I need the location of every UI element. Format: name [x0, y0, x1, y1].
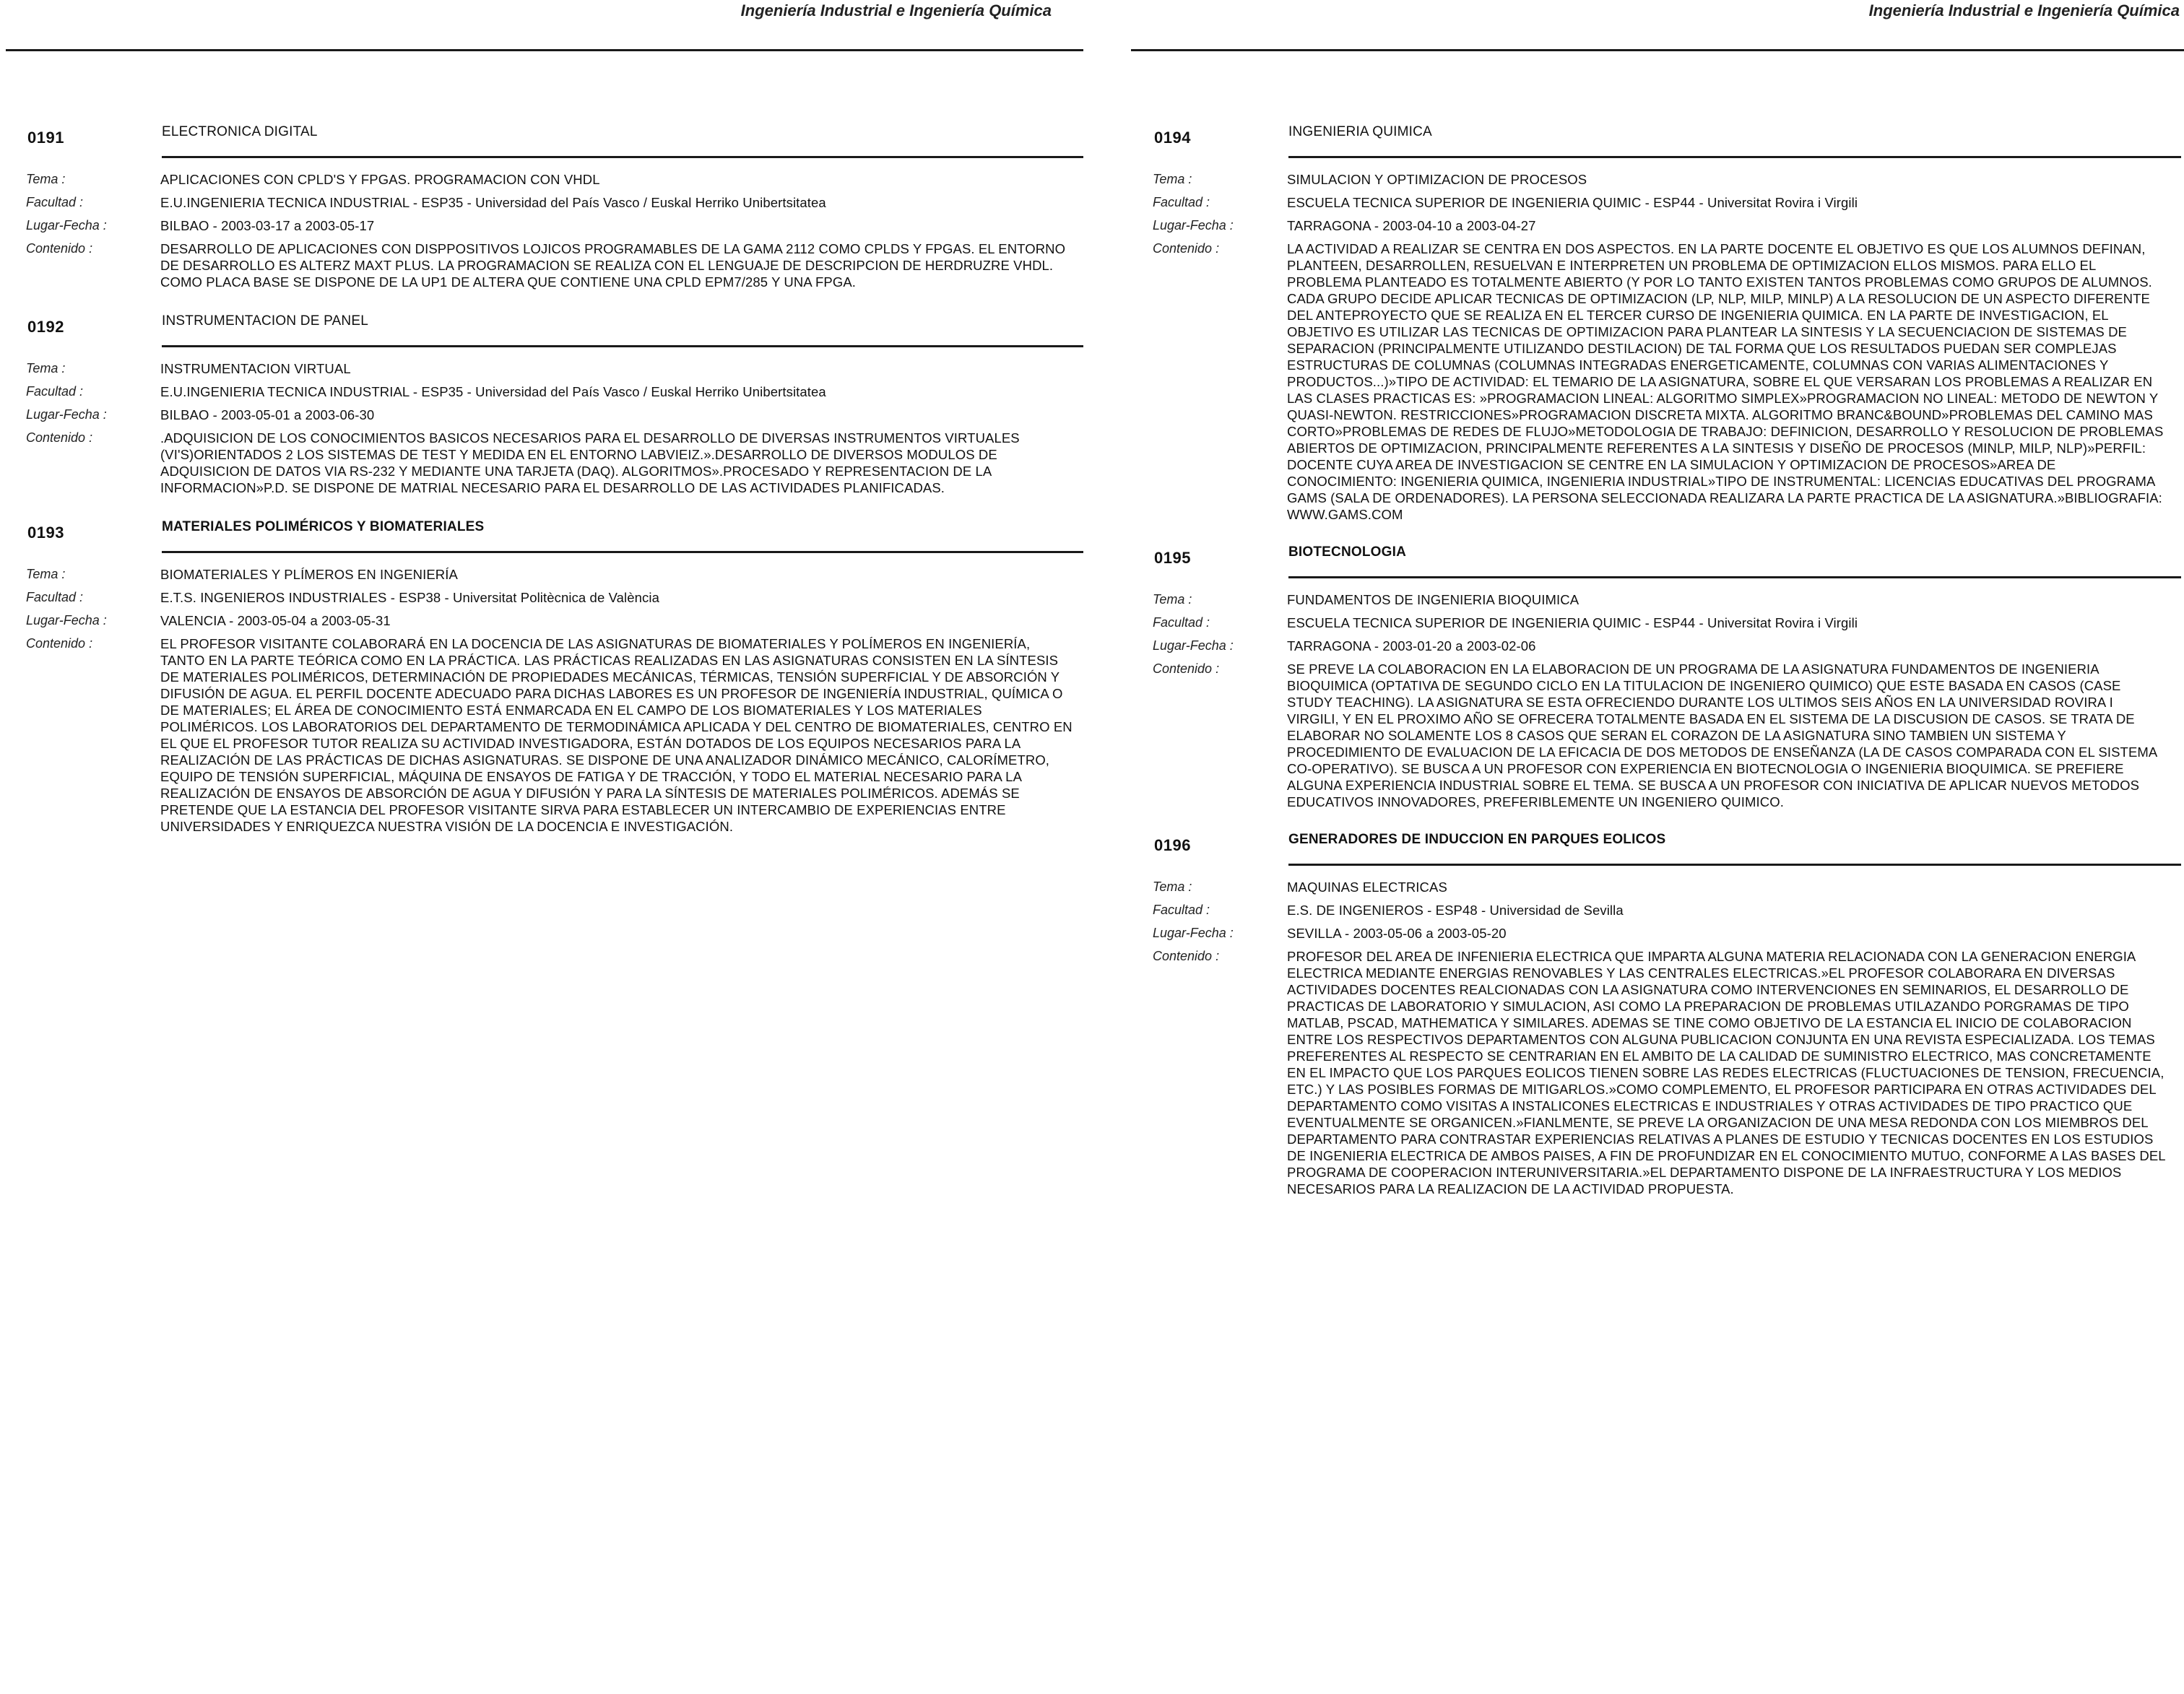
field-tema [0, 360, 1083, 383]
field-label: Lugar-Fecha : [1153, 638, 1234, 653]
field-value: SIMULACION Y OPTIMIZACION DE PROCESOS [1287, 172, 1587, 187]
entry-header [0, 312, 1083, 345]
entry-list [0, 123, 1083, 856]
field-value: E.U.INGENIERIA TECNICA INDUSTRIAL - ESP35 - Universidad del País Vasco / Euskal Herriko Unibertsitatea [160, 195, 826, 210]
entry-fields [1127, 171, 2174, 523]
field-label: Tema : [26, 361, 66, 375]
field-label: Tema : [1153, 592, 1192, 607]
field-lugar-fecha [0, 612, 1083, 635]
field-value: FUNDAMENTOS DE INGENIERIA BIOQUIMICA [1287, 592, 1580, 607]
field-contenido [1127, 661, 2174, 810]
field-facultad [1127, 902, 2174, 925]
field-value: E.T.S. INGENIEROS INDUSTRIALES - ESP38 - Universitat Politècnica de València [160, 590, 659, 605]
field-label: Lugar-Fecha : [1153, 926, 1234, 940]
field-lugar-fecha [0, 217, 1083, 240]
field-facultad [0, 194, 1083, 217]
field-value: SEVILLA - 2003-05-06 a 2003-05-20 [1287, 926, 1507, 941]
entry-rule [1288, 864, 2181, 866]
field-label: Facultad : [26, 195, 84, 209]
field-label: Contenido : [1153, 949, 1220, 963]
field-label: Lugar-Fecha : [26, 613, 107, 627]
field-lugar-fecha [1127, 217, 2174, 240]
entry-0191 [0, 123, 1083, 290]
header-rule [1131, 49, 2184, 51]
entry-fields [1127, 879, 2174, 1197]
field-value: TARRAGONA - 2003-01-20 a 2003-02-06 [1287, 638, 1536, 653]
field-label: Lugar-Fecha : [1153, 218, 1234, 233]
entry-title: ELECTRONICA DIGITAL [162, 124, 318, 139]
entry-number: 0193 [27, 524, 64, 542]
field-tema [0, 171, 1083, 194]
entry-fields [0, 360, 1083, 496]
entry-fields [0, 566, 1083, 835]
field-label: Facultad : [1153, 195, 1210, 209]
field-contenido [0, 635, 1083, 835]
field-label: Lugar-Fecha : [26, 407, 107, 422]
entry-0193 [0, 518, 1083, 835]
field-contenido [0, 240, 1083, 290]
field-label: Facultad : [1153, 615, 1210, 630]
entry-number: 0192 [27, 318, 64, 336]
field-facultad [1127, 614, 2174, 638]
entry-header [0, 123, 1083, 156]
field-contenido [1127, 240, 2174, 523]
field-label: Contenido : [26, 241, 93, 256]
entry-header [1127, 123, 2174, 156]
entry-0194 [1127, 123, 2174, 523]
field-value: E.S. DE INGENIEROS - ESP48 - Universidad de Sevilla [1287, 903, 1624, 918]
field-label: Facultad : [26, 590, 84, 604]
entry-header [1127, 830, 2174, 864]
field-label: Tema : [26, 172, 66, 186]
field-value: INSTRUMENTACION VIRTUAL [160, 361, 351, 376]
field-label: Tema : [1153, 172, 1192, 186]
field-tema [1127, 591, 2174, 614]
entry-title: INGENIERIA QUIMICA [1288, 124, 1432, 139]
field-label: Tema : [26, 567, 66, 581]
entry-fields [1127, 591, 2174, 810]
field-value: LA ACTIVIDAD A REALIZAR SE CENTRA EN DOS ASPECTOS. EN LA PARTE DOCENTE EL OBJETIVO ES QUE LOS ALUMNOS DEFINAN, PLANTEEN, DESARROLLEN, RESUELVAN E INTERPRETEN UN PROBLEMA DE OPTIMIZACION ELLOS MISMOS. PARA ELLO EL PROBLEMA PLANTEADO ES TOTALMENTE ABIERTO (Y POR LO TANTO EXISTEN TANTOS PROBLEMAS COMO GRUPOS DE ALUMNOS. CADA GRUPO DECIDE APLICAR TECNICAS DE OPTIMIZACION (LP, NLP, MILP, MINLP) A LA RESOLUCION DE UN ASPECTO DIFERENTE DEL ANTEPROYECTO QUE SE REALIZA EN EL TERCER CURSO DE INGENIERIA QUIMICA. EN LA PARTE DE INVESTIGACION, EL OBJETIVO ES UTILIZAR LAS TECNICAS DE OPTIMIZACION PARA PLANTEAR LA SINTESIS Y LA SECUENCIACION DE SISTEMAS DE SEPARACION (PRINCIPALMENTE UTILIZANDO DESTILACION) DE TAL FORMA QUE LOS RESULTADOS PUEDAN SER COMPLEJAS ESTRUCTURAS DE COLUMNAS (COLUMNAS INTEGRADAS ENERGETICAMENTE, COLUMNAS CON VARIAS ALIMENTACIONES Y PRODUCTOS...)»TIPO DE ACTIVIDAD: EL TEMARIO DE LA ASIGNATURA, SOBRE EL QUE VERSARAN LOS PROBLEMAS A REALIZAR EN LAS CLASES PRACTICAS ES: »PROGRAMACION LINEAL: ALGORITMO SIMPLEX»PROGRAMACION NO LINEAL: METODO DE NEWTON Y QUASI-NEWTON. RESTRICCIONES»PROGRAMACION DISCRETA MIXTA. ALGORITMO BRANC&BOUND»PROBLEMAS DEL CAMINO MAS CORTO»PROBLEMAS DE REDES DE FLUJO»METODOLOGIA DE TRABAJO: DEFINICION, DESARROLLO Y RESOLUCION DE PROBLEMAS ABIERTOS DE OPTIMIZACION, PRINCIPALMENTE REFERENTES A LA SINTESIS Y DISEÑO DE PROCESOS (MINLP, MILP, NLP)»PERFIL: DOCENTE CUYA AREA DE INVESTIGACION SE CENTRE EN LA SIMULACION Y OPTIMIZACION DE PROCESOS»AREA DE CONOCIMIENTO: INGENIERIA QUIMICA, INGENIERIA INDUSTRIAL»TIPO DE INSTRUMENTAL: LICENCIAS EDUCATIVAS DEL PROGRAMA GAMS (SALA DE ORDENADORES). LA PERSONA SELECCIONADA REALIZARA LA PARTE PRACTICA DE LA ASIGNATURA.»BIBLIOGRAFIA: WWW.GAMS.COM [1287, 241, 2164, 522]
field-value: E.U.INGENIERIA TECNICA INDUSTRIAL - ESP35 - Universidad del País Vasco / Euskal Herriko Unibertsitatea [160, 384, 826, 399]
entry-title: BIOTECNOLOGIA [1288, 544, 1407, 560]
field-value: MAQUINAS ELECTRICAS [1287, 879, 1447, 895]
entry-0196 [1127, 830, 2174, 1197]
field-tema [0, 566, 1083, 589]
entry-list [1127, 123, 2174, 1219]
field-value: EL PROFESOR VISITANTE COLABORARÁ EN LA DOCENCIA DE LAS ASIGNATURAS DE BIOMATERIALES Y POLÍMEROS EN INGENIERÍA, TANTO EN LA PARTE TEÓRICA COMO EN LA PRÁCTICA. LAS PRÁCTICAS REALIZADAS EN LAS ASIGNATURAS CONSISTEN EN LA SÍNTESIS DE MATERIALES POLIMÉRICOS, DETERMINACIÓN DE PROPIEDADES MECÁNICAS, TÉRMICAS, TENSIÓN SUPERFICIAL Y DE ABSORCIÓN Y DIFUSIÓN DE AGUA. EL PERFIL DOCENTE ADECUADO PARA DICHAS LABORES ES UN PROFESOR DE INGENIERÍA INDUSTRIAL, QUÍMICA O DE MATERIALES; EL ÁREA DE CONOCIMIENTO ESTÁ ENMARCADA EN EL CAMPO DE LOS BIOMATERIALES Y LOS MATERIALES POLIMÉRICOS. LOS LABORATORIOS DEL DEPARTAMENTO DE TERMODINÁMICA APLICADA Y DEL CENTRO DE BIOMATERIALES, CENTRO EN EL QUE EL PROFESOR TUTOR REALIZA SU ACTIVIDAD INVESTIGADORA, ESTÁN DOTADOS DE LOS EQUIPOS NECESARIOS PARA LA REALIZACIÓN DE LAS PRÁCTICAS DE DICHAS ASIGNATURAS. SE DISPONE DE UNA ANALIZADOR DINÁMICO MECÁNICO, CALORÍMETRO, EQUIPO DE TENSIÓN SUPERFICIAL, MÁQUINA DE ENSAYOS DE FATIGA Y DE TRACCIÓN, Y TODO EL MATERIAL NECESARIO PARA LA REALIZACIÓN DE ENSAYOS DE ABSORCIÓN DE AGUA Y DIFUSIÓN Y PARA LA SÍNTESIS DE MATERIALES POLIMÉRICOS. ADEMÁS SE PRETENDE QUE LA ESTANCIA DEL PROFESOR VISITANTE SIRVA PARA ESTABLECER UN INTERCAMBIO DE EXPERIENCIAS ENTRE UNIVERSIDADES Y ENRIQUEZCA NUESTRA VISIÓN DE LA DOCENCIA E INVESTIGACIÓN. [160, 636, 1072, 834]
entry-number: 0195 [1154, 549, 1191, 567]
entry-0192 [0, 312, 1083, 496]
entry-number: 0191 [27, 129, 64, 147]
field-value: BILBAO - 2003-03-17 a 2003-05-17 [160, 218, 375, 233]
field-value: ESCUELA TECNICA SUPERIOR DE INGENIERIA QUIMIC - ESP44 - Universitat Rovira i Virgili [1287, 615, 1858, 630]
field-label: Contenido : [26, 636, 93, 651]
entry-number: 0196 [1154, 836, 1191, 854]
field-label: Contenido : [1153, 241, 1220, 256]
field-label: Lugar-Fecha : [26, 218, 107, 233]
header-rule [6, 49, 1083, 51]
entry-rule [1288, 576, 2181, 578]
field-label: Facultad : [26, 384, 84, 399]
field-tema [1127, 879, 2174, 902]
field-facultad [1127, 194, 2174, 217]
entry-rule [162, 345, 1083, 347]
field-value: SE PREVE LA COLABORACION EN LA ELABORACION DE UN PROGRAMA DE LA ASIGNATURA FUNDAMENTOS DE INGENIERIA BIOQUIMICA (OPTATIVA DE SEGUNDO CICLO EN LA TITULACION DE INGENIERO QUIMICO) QUE ESTE BASADA EN CASOS (CASE STUDY TEACHING). LA ASIGNATURA SE ESTA OFRECIENDO DURANTE LOS ULTIMOS SEIS AÑOS EN LA UNIVERSIDAD ROVIRA I VIRGILI, Y EN EL PROXIMO AÑO SE OFRECERA TOTALMENTE BASADA EN EL SISTEMA DE LA DISCUSION DE CASOS. SE TRATA DE ELABORAR NO SOLAMENTE LOS 8 CASOS QUE SERAN EL CORAZON DE LA ASIGNATURA SINO TAMBIEN UN SISTEMA Y PROCEDIMIENTO DE EVALUACION DE LA EFICACIA DE DOS METODOS DE ENSEÑANZA (LA DE CASOS COMPARADA CON EL SISTEMA CO-OPERATIVO). SE BUSCA A UN PROFESOR CON EXPERIENCIA EN BIOTECNOLOGIA O INGENIERIA BIOQUIMICA. SE PREFIERE ALGUNA EXPERIENCIA INDUSTRIAL SOBRE EL TEMA. SE BUSCA A UN PROFESOR CON INICIATIVA DE APLICAR NUEVOS METODOS EDUCATIVOS INNOVADORES, PREFERIBLEMENTE UN INGENIERO QUIMICO. [1287, 661, 2157, 809]
field-value: APLICACIONES CON CPLD'S Y FPGAS. PROGRAMACION CON VHDL [160, 172, 600, 187]
entry-0195 [1127, 543, 2174, 810]
field-value: .ADQUISICION DE LOS CONOCIMIENTOS BASICOS NECESARIOS PARA EL DESARROLLO DE DIVERSAS INSTRUMENTOS VIRTUALES (VI'S)ORIENTADOS 2 LOS SISTEMAS DE TEST Y MEDIDA EN EL ENTORNO LABVIEIZ.».DESARROLLO DE DIVERSOS MODULOS DE ADQUISICION DE DATOS VIA RS-232 Y MEDIANTE UNA TARJETA (DAQ). ALGORITMOS».PROCESADO Y REPRESENTACION DE LA INFORMACION»P.D. SE DISPONE DE MATRIAL NECESARIO PARA EL DESARROLLO DE LAS ACTIVIDADES PLANIFICADAS. [160, 430, 1020, 495]
left-page [0, 0, 1083, 1694]
entry-rule [162, 156, 1083, 158]
field-label: Tema : [1153, 879, 1192, 894]
entry-number: 0194 [1154, 129, 1191, 147]
field-lugar-fecha [0, 407, 1083, 430]
field-value: PROFESOR DEL AREA DE INFENIERIA ELECTRICA QUE IMPARTA ALGUNA MATERIA RELACIONADA CON LA GENERACION ENERGIA ELECTRICA MEDIANTE ENERGIAS RENOVABLES Y LAS CENTRALES ELECTRICAS.»EL PROFESOR COLABORARA EN DIVERSAS ACTIVIDADES DOCENTES REALCIONADAS CON LA ASIGNATURA COMO INTERVENCIONES EN SEMINARIOS, EL DESARROLLO DE PRACTICAS DE LABORATORIO Y SIMULACION, ASI COMO LA PREPARACION DE PROBLEMAS UTILAZANDO PORGRAMAS DE TIPO MATLAB, PSCAD, MATHEMATICA Y SIMILARES. ADEMAS SE TINE COMO OBJETIVO DE LA ESTANCIA EL INICIO DE COLABORACION ENTRE LOS RESPECTIVOS DEPARTAMENTOS CON ALGUNA PUBLICACION CONJUNTA EN UNA REVISTA ESPECIALIZADA. LOS TEMAS PREFERENTES AL RESPECTO SE CENTRARIAN EN EL AMBITO DE LA CALIDAD DE SUMINISTRO ELECTRICO, MAS CONCRETAMENTE EN EL IMPACTO QUE LOS PARQUES EOLICOS TIENEN SOBRE LAS REDES ELECTRICAS (FLUCTUACIONES DE TENSION, FRECUENCIA, ETC.) Y LAS POSIBLES FORMAS DE MITIGARLOS.»COMO COMPLEMENTO, EL PROFESOR PARTICIPARA EN OTRAS ACTIVIDADES DEL DEPARTAMENTO COMO VISITAS A INSTALICONES ELECTRICAS E INDUSTRIALES Y OTRAS ACTIVIDADES DE TIPO PRACTICO QUE EVENTUALMENTE SE ORGANICEN.»FIANLMENTE, SE PREVE LA ORGANIZACION DE UNA MESA REDONDA CON LOS MIEMBROS DEL DEPARTAMENTO PARA CONTRASTAR EXPERIENCIAS RELATIVAS A PLANES DE ESTUDIO Y TECNICAS DOCENTES EN LOS ESTUDIOS DE INGENIERIA ELECTRICA DE AMBOS PAISES, A FIN DE PROFUNDIZAR EN EL CONOCIMIENTO MUTUO, CONFORME A LAS BASES DEL PROGRAMA DE COOPERACION INTERUNIVERSITARIA.»EL DEPARTAMENTO DISPONE DE LA INFRAESTRUCTURA Y LOS MEDIOS NECESARIOS PARA LA REALIZACION DE LA ACTIVIDAD PROPUESTA. [1287, 949, 2166, 1196]
right-page [1127, 0, 2180, 1694]
field-facultad [0, 383, 1083, 407]
field-label: Facultad : [1153, 903, 1210, 917]
field-value: BIOMATERIALES Y PLÍMEROS EN INGENIERÍA [160, 567, 458, 582]
entry-header [0, 518, 1083, 551]
field-value: BILBAO - 2003-05-01 a 2003-06-30 [160, 407, 375, 422]
entry-title: GENERADORES DE INDUCCION EN PARQUES EOLICOS [1288, 832, 1666, 847]
entry-title: MATERIALES POLIMÉRICOS Y BIOMATERIALES [162, 519, 485, 534]
field-lugar-fecha [1127, 638, 2174, 661]
running-header: Ingeniería Industrial e Ingeniería Química [1868, 1, 2180, 19]
field-value: TARRAGONA - 2003-04-10 a 2003-04-27 [1287, 218, 1536, 233]
field-contenido [1127, 948, 2174, 1197]
entry-header [1127, 543, 2174, 576]
field-value: VALENCIA - 2003-05-04 a 2003-05-31 [160, 613, 391, 628]
field-contenido [0, 430, 1083, 496]
field-tema [1127, 171, 2174, 194]
running-header: Ingeniería Industrial e Ingeniería Química [740, 1, 1052, 19]
entry-rule [162, 551, 1083, 553]
field-value: DESARROLLO DE APLICACIONES CON DISPPOSITIVOS LOJICOS PROGRAMABLES DE LA GAMA 2112 COMO CPLDS Y FPGAS. EL ENTORNO DE DESARROLLO ES ALTERZ MAXT PLUS. LA PROGRAMACION SE REALIZA CON EL LENGUAJE DE DESCRIPCION DE HERDRUZRE VHDL. COMO PLACA BASE SE DISPONE DE LA UP1 DE ALTERA QUE CONTIENE UNA CPLD EPM7/285 Y UNA FPGA. [160, 241, 1066, 290]
field-facultad [0, 589, 1083, 612]
field-lugar-fecha [1127, 925, 2174, 948]
field-label: Contenido : [26, 430, 93, 445]
entry-title: INSTRUMENTACION DE PANEL [162, 313, 368, 329]
entry-rule [1288, 156, 2181, 158]
entry-fields [0, 171, 1083, 290]
field-value: ESCUELA TECNICA SUPERIOR DE INGENIERIA QUIMIC - ESP44 - Universitat Rovira i Virgili [1287, 195, 1858, 210]
field-label: Contenido : [1153, 661, 1220, 676]
